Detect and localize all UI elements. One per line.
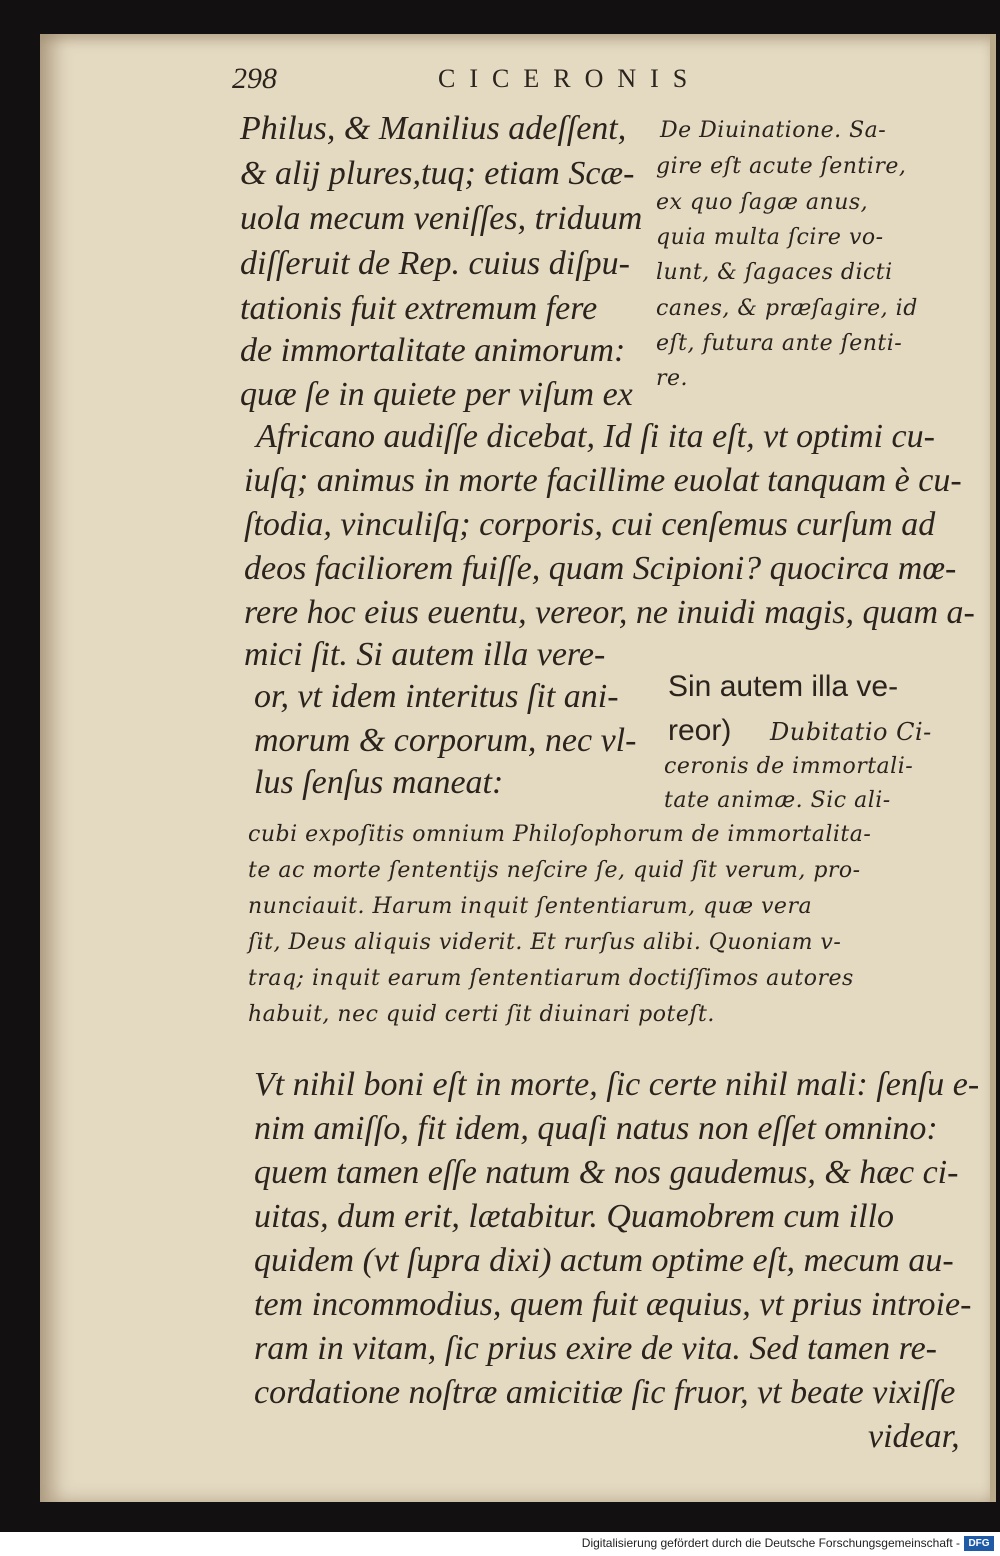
main-line: quidem (vt ſupra dixi) actum optime eſt, mecum au-	[254, 1242, 954, 1279]
note-line: ſit, Deus aliquis viderit. Et rurſus alibi. Quoniam v-	[248, 930, 842, 955]
main-line: iuſq; animus in morte facillime euolat tanquam è cu-	[244, 462, 962, 499]
main-line: tationis fuit extremum fere	[240, 290, 598, 327]
main-line: & alij plures,tuq; etiam Scæ-	[240, 155, 635, 192]
main-line: tem incommodius, quem fuit æquius, vt prius introie-	[254, 1286, 972, 1323]
side-note-lemma: Sin autem illa ve-	[668, 670, 899, 703]
main-line: quæ ſe in quiete per viſum ex	[240, 376, 633, 413]
page-number: 298	[232, 62, 277, 95]
main-line: nim amiſſo, fit idem, quaſi natus non eſſet omnino:	[254, 1110, 938, 1147]
main-line: cordatione noſtræ amicitiæ ſic fruor, vt beate vixiſſe	[254, 1374, 956, 1411]
footer-text: Digitalisierung gefördert durch die Deutsche Forschungsgemeinschaft -	[581, 1536, 960, 1550]
main-line: uola mecum veniſſes, triduum	[240, 200, 643, 237]
side-note-line: eſt, futura ante ſenti-	[656, 331, 903, 356]
side-note-line: De Diuinatione. Sa-	[660, 118, 887, 143]
main-line: Philus, & Manilius adeſſent,	[240, 110, 627, 147]
side-note-line: lunt, & ſagaces dicti	[656, 260, 893, 285]
main-line: Africano audiſſe dicebat, Id ſi ita eſt, vt optimi cu-	[256, 418, 935, 455]
side-note-line: tate animæ. Sic ali-	[664, 788, 891, 813]
side-note-line: Dubitatio Ci-	[770, 718, 932, 746]
main-line: or, vt idem interitus ſit ani-	[254, 678, 619, 715]
main-line: rere hoc eius euentu, vereor, ne inuidi magis, quam a-	[244, 594, 975, 631]
note-line: nunciauit. Harum inquit ſententiarum, quæ vera	[248, 894, 813, 919]
main-line: diſſeruit de Rep. cuius diſpu-	[240, 245, 630, 282]
dfg-logo: DFG	[964, 1536, 994, 1551]
main-line: Vt nihil boni eſt in morte, ſic certe nihil mali: ſenſu e-	[254, 1066, 980, 1103]
side-note-line: ceronis de immortali-	[664, 754, 914, 779]
main-line: morum & corporum, nec vl-	[254, 722, 637, 759]
main-line: ram in vitam, ſic prius exire de vita. Sed tamen re-	[254, 1330, 937, 1367]
main-line: de immortalitate animorum:	[240, 332, 626, 369]
note-line: cubi expoſitis omnium Philoſophorum de immortalita-	[248, 822, 872, 847]
side-note-line: canes, & præſagire, id	[656, 296, 918, 321]
digitization-footer	[0, 1532, 1000, 1556]
running-title: CICERONIS	[438, 64, 702, 93]
main-line: deos faciliorem fuiſſe, quam Scipioni? quocirca mœ-	[244, 550, 957, 587]
side-note-line: re.	[656, 366, 689, 391]
note-line: te ac morte ſententijs neſcire ſe, quid ſit verum, pro-	[248, 858, 861, 883]
main-line: lus ſenſus maneat:	[254, 764, 504, 801]
main-line: quem tamen eſſe natum & nos gaudemus, & hæc ci-	[254, 1154, 959, 1191]
main-line: mici ſit. Si autem illa vere-	[244, 636, 606, 673]
side-note-line: ex quo ſagæ anus,	[656, 190, 869, 215]
page-edge	[990, 34, 996, 1502]
main-line: uitas, dum erit, lætabitur. Quamobrem cum illo	[254, 1198, 895, 1235]
side-note-lemma: reor)	[668, 714, 732, 747]
side-note-line: quia multa ſcire vo-	[656, 225, 884, 250]
main-line: ſtodia, vinculiſq; corporis, cui cenſemus curſum ad	[244, 506, 936, 543]
catchword: videar,	[868, 1418, 960, 1455]
side-note-line: gire eſt acute ſentire,	[656, 154, 907, 179]
note-line: traq; inquit earum ſententiarum doctiſſimos autores	[248, 966, 854, 991]
note-line: habuit, nec quid certi ſit diuinari poteſt.	[248, 1002, 715, 1027]
